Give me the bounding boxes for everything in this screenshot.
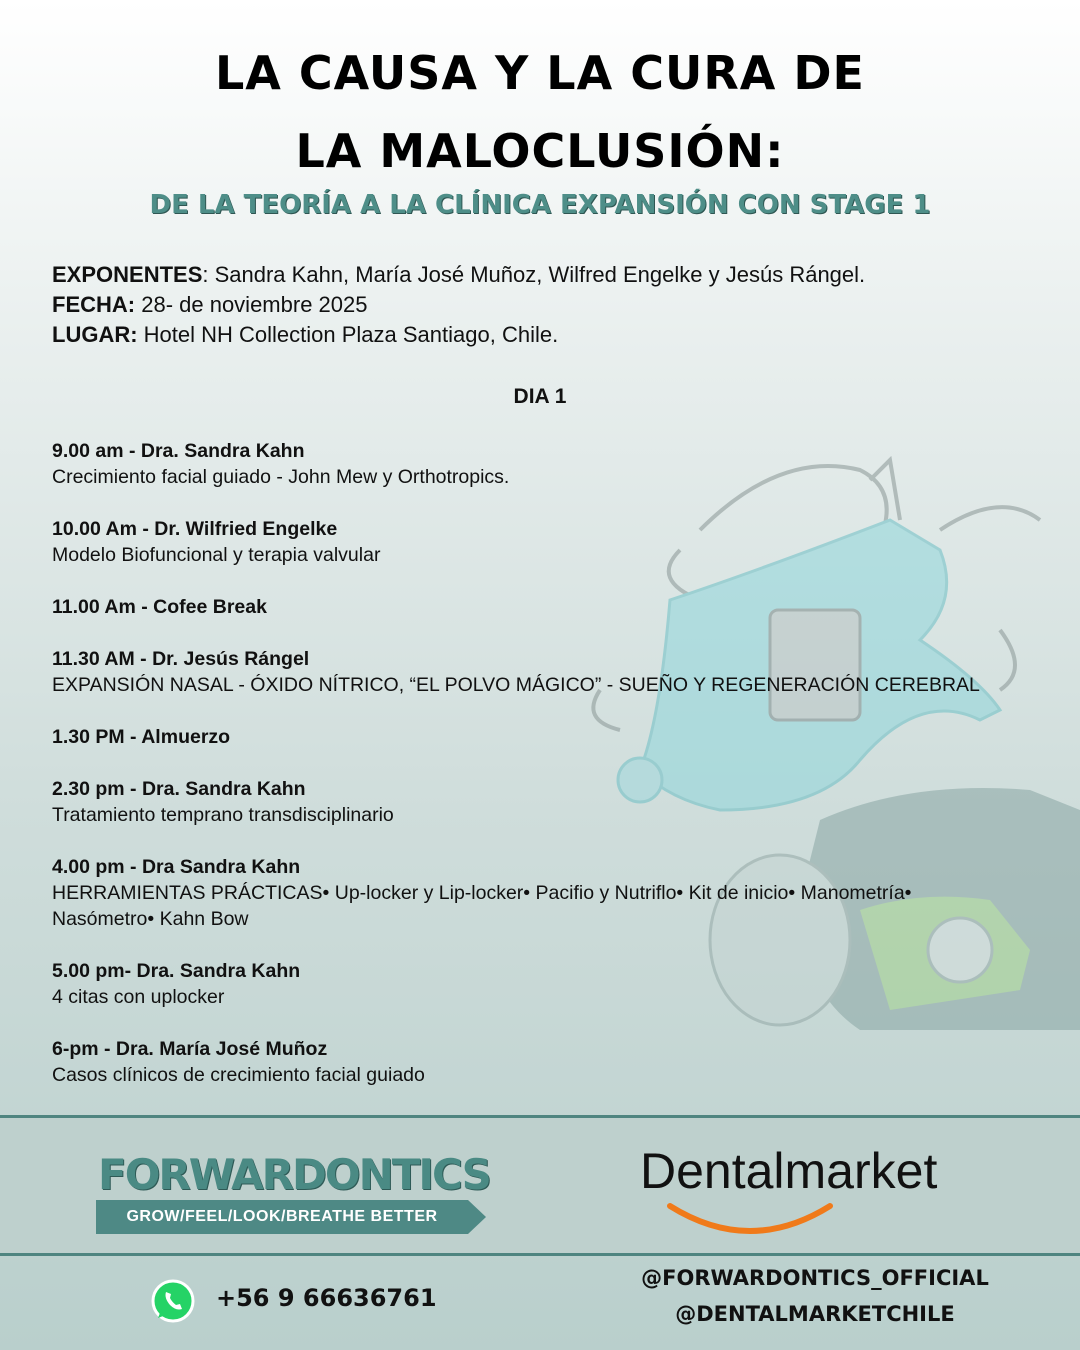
place-label: LUGAR: [52,322,138,347]
forwardontics-tagline: GROW/FEEL/LOOK/BREATHE BETTER [96,1200,468,1234]
schedule-detail: Modelo Biofuncional y terapia valvular [52,544,381,566]
schedule-heading: 5.00 pm- Dra. Sandra Kahn [52,960,301,982]
phone-number: +56 9 66636761 [216,1284,437,1312]
tagline-arrow-icon [468,1200,486,1234]
subtitle: DE LA TEORÍA A LA CLÍNICA EXPANSIÓN CON STAGE 1 [149,190,931,220]
schedule-item [52,646,1012,698]
date-value: 28- de noviembre 2025 [135,292,368,317]
schedule-heading: 11.30 AM - Dr. Jesús Rángel [52,648,310,670]
schedule-heading: 1.30 PM - Almuerzo [52,726,231,748]
date-label: FECHA: [52,292,136,317]
schedule-heading: 11.00 Am - Cofee Break [52,596,267,618]
schedule-item [52,438,1012,490]
place-value: Hotel NH Collection Plaza Santiago, Chile. [137,322,559,347]
title-line-1: LA CAUSA Y LA CURA DE [215,46,865,100]
place-line [52,322,558,348]
schedule-item [52,594,1012,620]
schedule-heading: 9.00 am - Dra. Sandra Kahn [52,440,305,462]
date-line [52,292,367,318]
schedule-item [52,724,1012,750]
schedule-heading: 2.30 pm - Dra. Sandra Kahn [52,778,306,800]
schedule-item [52,854,1012,932]
speakers-line [52,262,865,288]
schedule-item [52,1036,1012,1088]
forwardontics-logo: FORWARDONTICS [98,1150,490,1199]
schedule-detail: Casos clínicos de crecimiento facial guiado [52,1064,425,1086]
forwardontics-handle: @FORWARDONTICS_OFFICIAL [641,1266,989,1290]
schedule-item [52,958,1012,1010]
schedule-detail: Crecimiento facial guiado - John Mew y Orthotropics. [52,466,510,488]
schedule-heading: 10.00 Am - Dr. Wilfried Engelke [52,518,338,540]
schedule-detail: 4 citas con uplocker [52,986,225,1008]
speakers-label: EXPONENTES [52,262,203,287]
schedule-item [52,776,1012,828]
day-label: DIA 1 [513,385,567,408]
dentalmarket-handle: @DENTALMARKETCHILE [675,1302,955,1326]
dentalmarket-logo: Dentalmarket [640,1143,938,1199]
title-line-2: LA MALOCLUSIÓN: [295,124,785,178]
schedule-detail: Tratamiento temprano transdisciplinario [52,804,394,826]
schedule-heading: 6-pm - Dra. María José Muñoz [52,1038,328,1060]
schedule-detail: HERRAMIENTAS PRÁCTICAS• Up-locker y Lip-locker• Pacifio y Nutriflo• Kit de inicio• Manometría• Nasómetro• Kahn Bow [52,882,912,930]
speakers-value: : Sandra Kahn, María José Muñoz, Wilfred Engelke y Jesús Rángel. [202,262,866,287]
schedule-heading: 4.00 pm - Dra Sandra Kahn [52,856,301,878]
dentalmarket-smile-icon [660,1196,840,1246]
schedule-item [52,516,1012,568]
schedule-detail: EXPANSIÓN NASAL - ÓXIDO NÍTRICO, “EL POLVO MÁGICO” - SUEÑO Y REGENERACIÓN CEREBRAL [52,674,980,696]
whatsapp-icon [150,1278,196,1324]
